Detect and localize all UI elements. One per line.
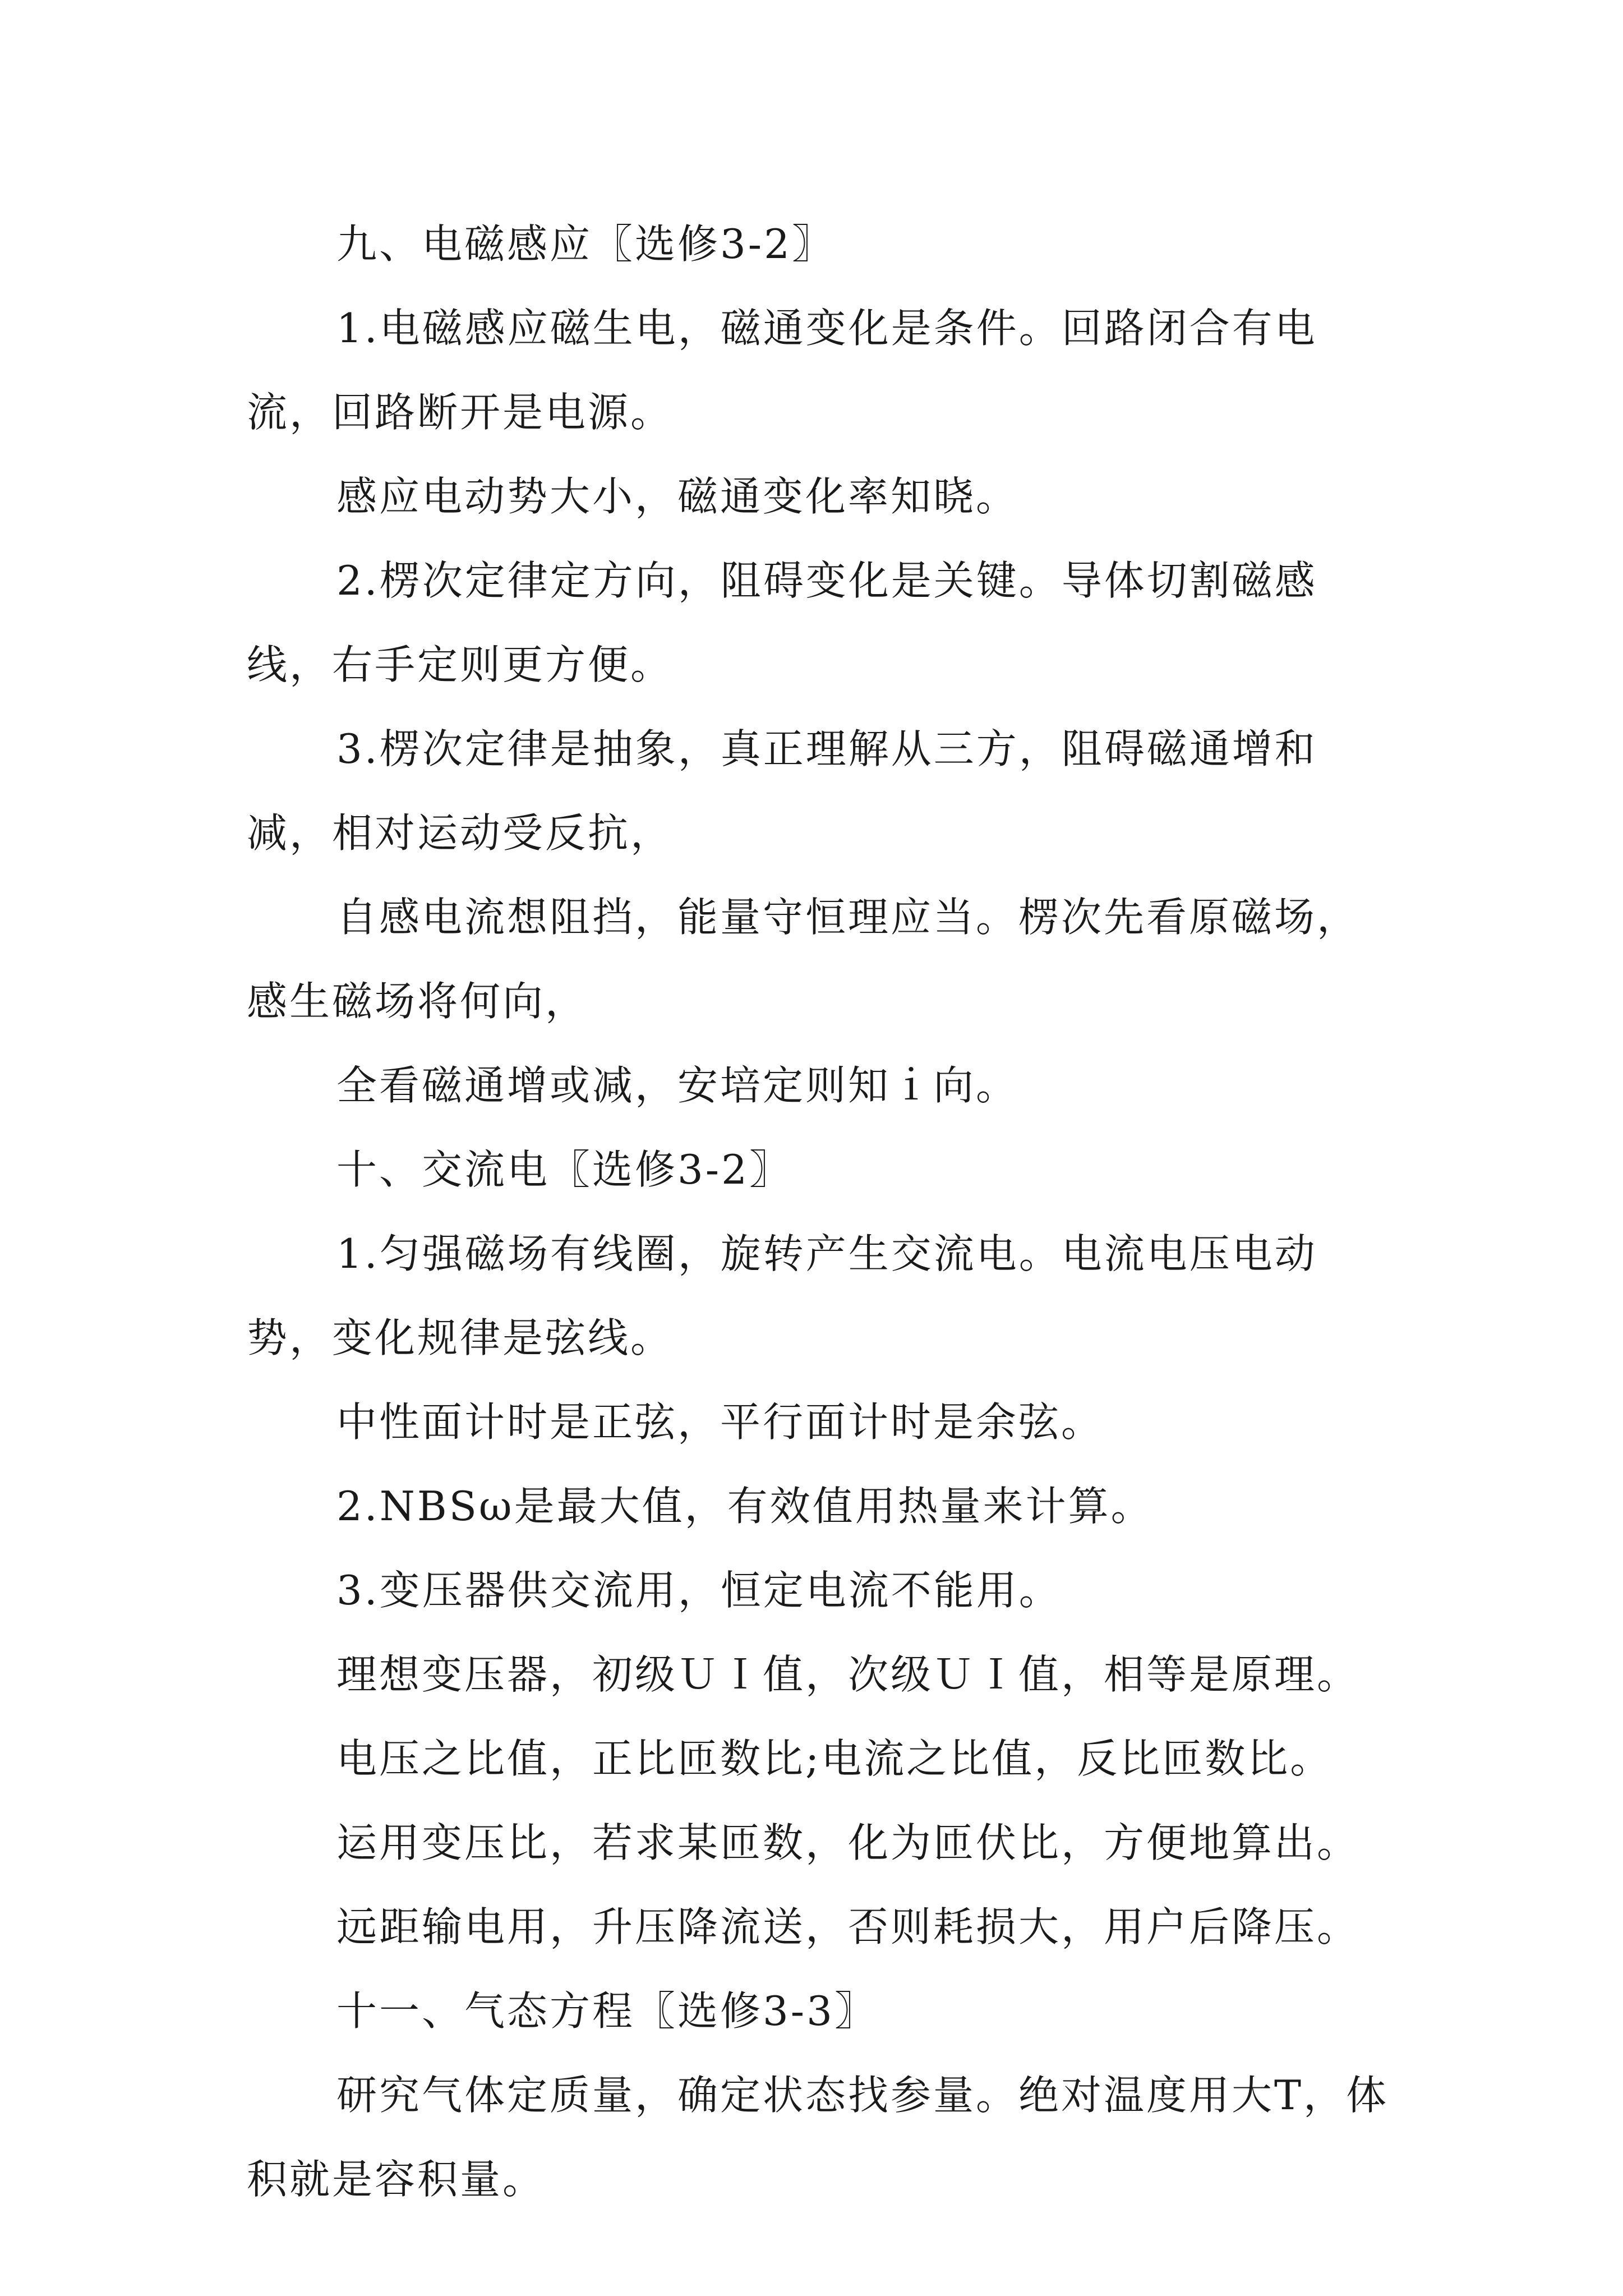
- paragraph: 理想变压器，初级ＵＩ值，次级ＵＩ值，相等是原理。: [336, 1651, 1360, 1698]
- paragraph: 研究气体定质量，确定状态找参量。绝对温度用大T，体积就是容积量。: [247, 2072, 1389, 2203]
- section-heading-gas-equation: 十一、气态方程〖选修3-3〗: [336, 1987, 877, 2035]
- paragraph: 全看磁通增或减，安培定则知ｉ向。: [336, 1062, 1019, 1109]
- paragraph: 2.NBSω是最大值，有效值用热量来计算。: [336, 1483, 1154, 1530]
- paragraph: 运用变压比，若求某匝数，化为匝伏比，方便地算出。: [336, 1819, 1360, 1866]
- section-heading-alternating-current: 十、交流电〖选修3-2〗: [336, 1146, 792, 1193]
- document-body: [247, 202, 1396, 2221]
- paragraph: 远距输电用，升压降流送，否则耗损大，用户后降压。: [336, 1903, 1360, 1950]
- paragraph: 3.变压器供交流用，恒定电流不能用。: [336, 1567, 1062, 1614]
- section-heading-electromagnetic-induction: 九、电磁感应〖选修3-2〗: [336, 220, 834, 268]
- paragraph: 电压之比值，正比匝数比;电流之比值，反比匝数比。: [336, 1735, 1333, 1782]
- paragraph: 感应电动势大小，磁通变化率知晓。: [336, 473, 1019, 520]
- paragraph: 2.楞次定律定方向，阻碍变化是关键。导体切割磁感线，右手定则更方便。: [247, 557, 1317, 688]
- paragraph: 自感电流想阻挡，能量守恒理应当。楞次先看原磁场，感生磁场将何向，: [247, 894, 1360, 1025]
- paragraph: 1.电磁感应磁生电，磁通变化是条件。回路闭合有电流，回路断开是电源。: [247, 305, 1317, 436]
- paragraph: 中性面计时是正弦，平行面计时是余弦。: [336, 1398, 1104, 1446]
- paragraph: 1.匀强磁场有线圈，旋转产生交流电。电流电压电动势，变化规律是弦线。: [247, 1230, 1317, 1361]
- paragraph: 3.楞次定律是抽象，真正理解从三方，阻碍磁通增和减，相对运动受反抗，: [247, 725, 1317, 857]
